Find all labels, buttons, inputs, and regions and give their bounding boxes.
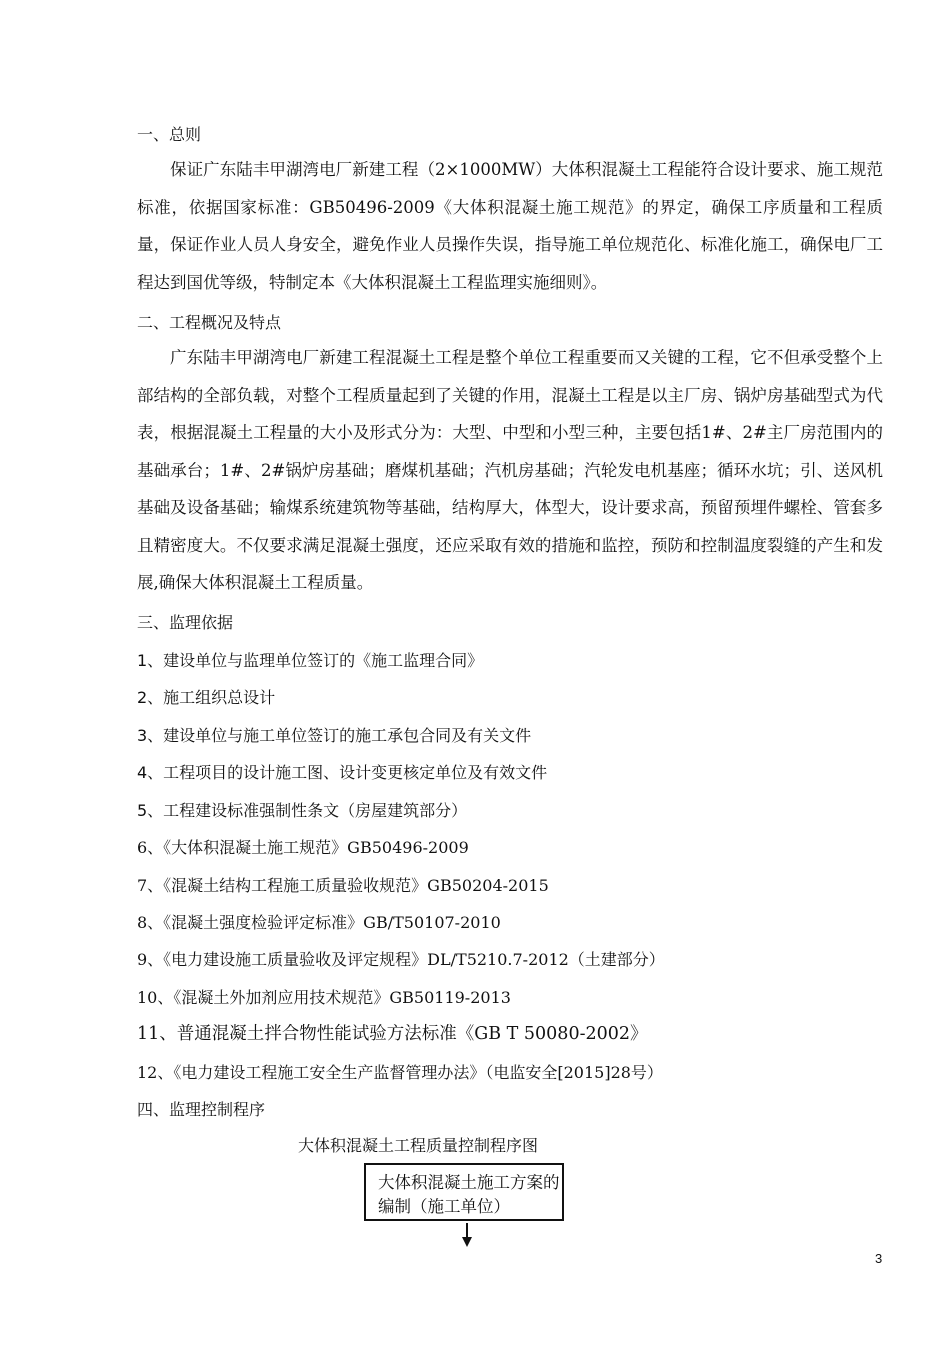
basis-item: 1、建设单位与监理单位签订的《施工监理合同》 [137,651,484,670]
basis-item: 2、施工组织总设计 [137,688,276,707]
page-number: 3 [875,1251,883,1266]
basis-item: 7、《混凝土结构工程施工质量验收规范》GB50204-2015 [137,876,549,895]
general-paragraph: 保证广东陆丰甲湖湾电厂新建工程（2×1000MW）大体积混凝土工程能符合设计要求、施工规范标准，依据国家标准：GB50496-2009《大体积混凝土施工规范》的界定，确保工序质量和工程质量，保证作业人员人身安全，避免作业人员操作失误，指导施工单位规范化、标准化施工，确保电厂工程达到国优等级，特制定本《大体积混凝土工程监理实施细则》。 [137,160,883,292]
section-heading-control: 四、监理控制程序 [137,1100,266,1119]
basis-item: 5、工程建设标准强制性条文（房屋建筑部分） [137,801,468,820]
flowchart-title: 大体积混凝土工程质量控制程序图 [298,1136,539,1155]
basis-item: 3、建设单位与施工单位签订的施工承包合同及有关文件 [137,726,532,745]
arrow-down-icon [462,1237,472,1247]
basis-item: 8、《混凝土强度检验评定标准》GB/T50107-2010 [137,913,501,932]
flowchart-arrow-shaft [466,1223,468,1237]
overview-paragraph: 广东陆丰甲湖湾电厂新建工程混凝土工程是整个单位工程重要而又关键的工程，它不但承受整个上部结构的全部负载，对整个工程质量起到了关键的作用，混凝土工程是以主厂房、锅炉房基础型式为代表，根据混凝土工程量的大小及形式分为：大型、中型和小型三种，主要包括1#、2#主厂房范围内的基础承台；1#、2#锅炉房基础；磨煤机基础；汽机房基础；汽轮发电机基座；循环水坑；引、送风机基础及设备基础；输煤系统建筑物等基础，结构厚大，体型大，设计要求高，预留预埋件螺栓、管套多且精密度大。不仅要求满足混凝土强度，还应采取有效的措施和监控，预防和控制温度裂缝的产生和发展,确保大体积混凝土工程质量。 [137,348,883,592]
basis-item: 12、《电力建设工程施工安全生产监督管理办法》（电监安全[2015]28号） [137,1063,663,1082]
flowchart-step-box: 大体积混凝土施工方案的编制（施工单位） [364,1163,564,1221]
section-heading-overview: 二、工程概况及特点 [137,313,282,332]
basis-item: 10、《混凝土外加剂应用技术规范》GB50119-2013 [137,988,511,1007]
section-heading-basis: 三、监理依据 [137,613,234,632]
section-heading-general: 一、总则 [137,125,202,144]
basis-item: 6、《大体积混凝土施工规范》GB50496-2009 [137,838,469,857]
basis-item: 4、工程项目的设计施工图、设计变更核定单位及有效文件 [137,763,548,782]
basis-item: 11、普通混凝土拌合物性能试验方法标准《GB T 50080-2002》 [137,1024,648,1044]
basis-item: 9、《电力建设施工质量验收及评定规程》DL/T5210.7-2012（土建部分） [137,950,665,969]
